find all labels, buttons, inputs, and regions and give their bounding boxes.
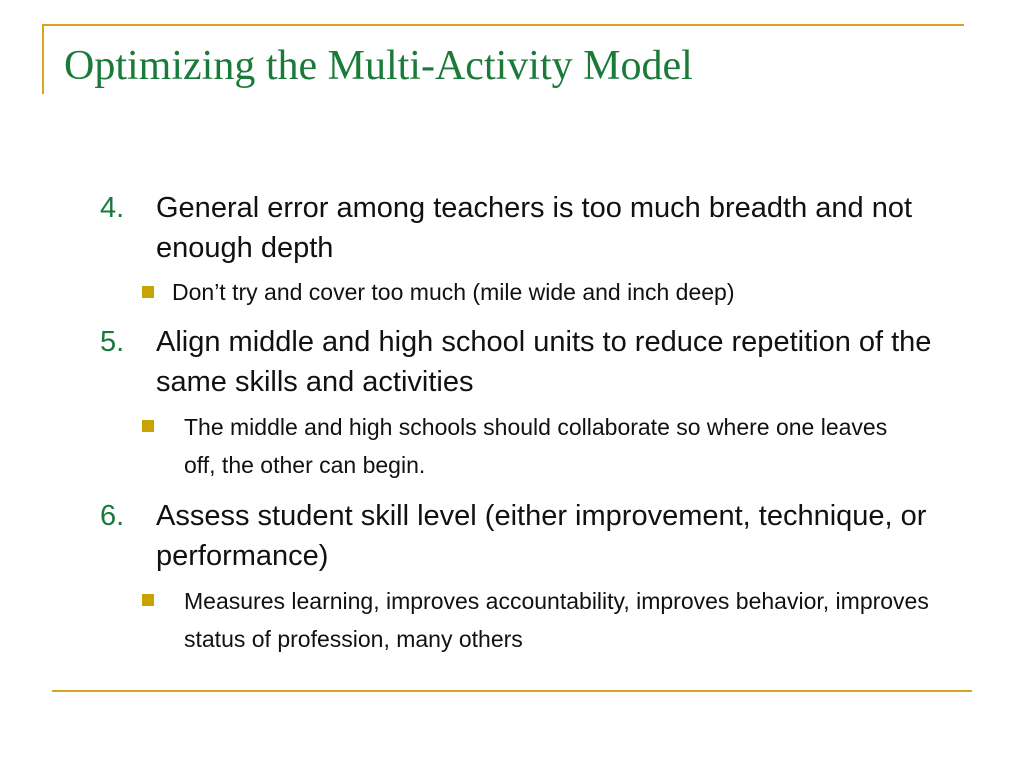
item-text: General error among teachers is too much breadth and not enough depth <box>156 192 913 264</box>
frame-bottom-line <box>52 690 972 692</box>
item-text: Assess student skill level (either improvement, technique, or performance) <box>156 500 927 572</box>
numbered-list <box>100 188 970 670</box>
list-item-4 <box>100 188 970 268</box>
item-number: 5. <box>100 326 125 358</box>
item-number: 6. <box>100 500 125 532</box>
frame-top-line <box>42 24 964 26</box>
square-bullet-icon <box>142 286 154 298</box>
sub-bullet-text: Don’t try and cover too much (mile wide and inch deep) <box>172 279 735 305</box>
list-item-5 <box>100 322 970 402</box>
sub-bullet <box>140 582 954 658</box>
slide-title: Optimizing the Multi-Activity Model <box>64 43 693 89</box>
list-item-6 <box>100 496 970 576</box>
item-text: Align middle and high school units to reduce repetition of the same skills and activities <box>156 326 932 398</box>
frame-left-line <box>42 24 44 94</box>
sub-bullet <box>140 408 904 484</box>
sub-bullet <box>140 274 970 310</box>
sub-bullet-text: The middle and high schools should collaborate so where one leaves off, the other can begin. <box>184 414 888 478</box>
sub-bullet-text: Measures learning, improves accountability, improves behavior, improves status of profession, many others <box>184 588 929 652</box>
item-number: 4. <box>100 192 125 224</box>
square-bullet-icon <box>142 594 154 606</box>
square-bullet-icon <box>142 420 154 432</box>
